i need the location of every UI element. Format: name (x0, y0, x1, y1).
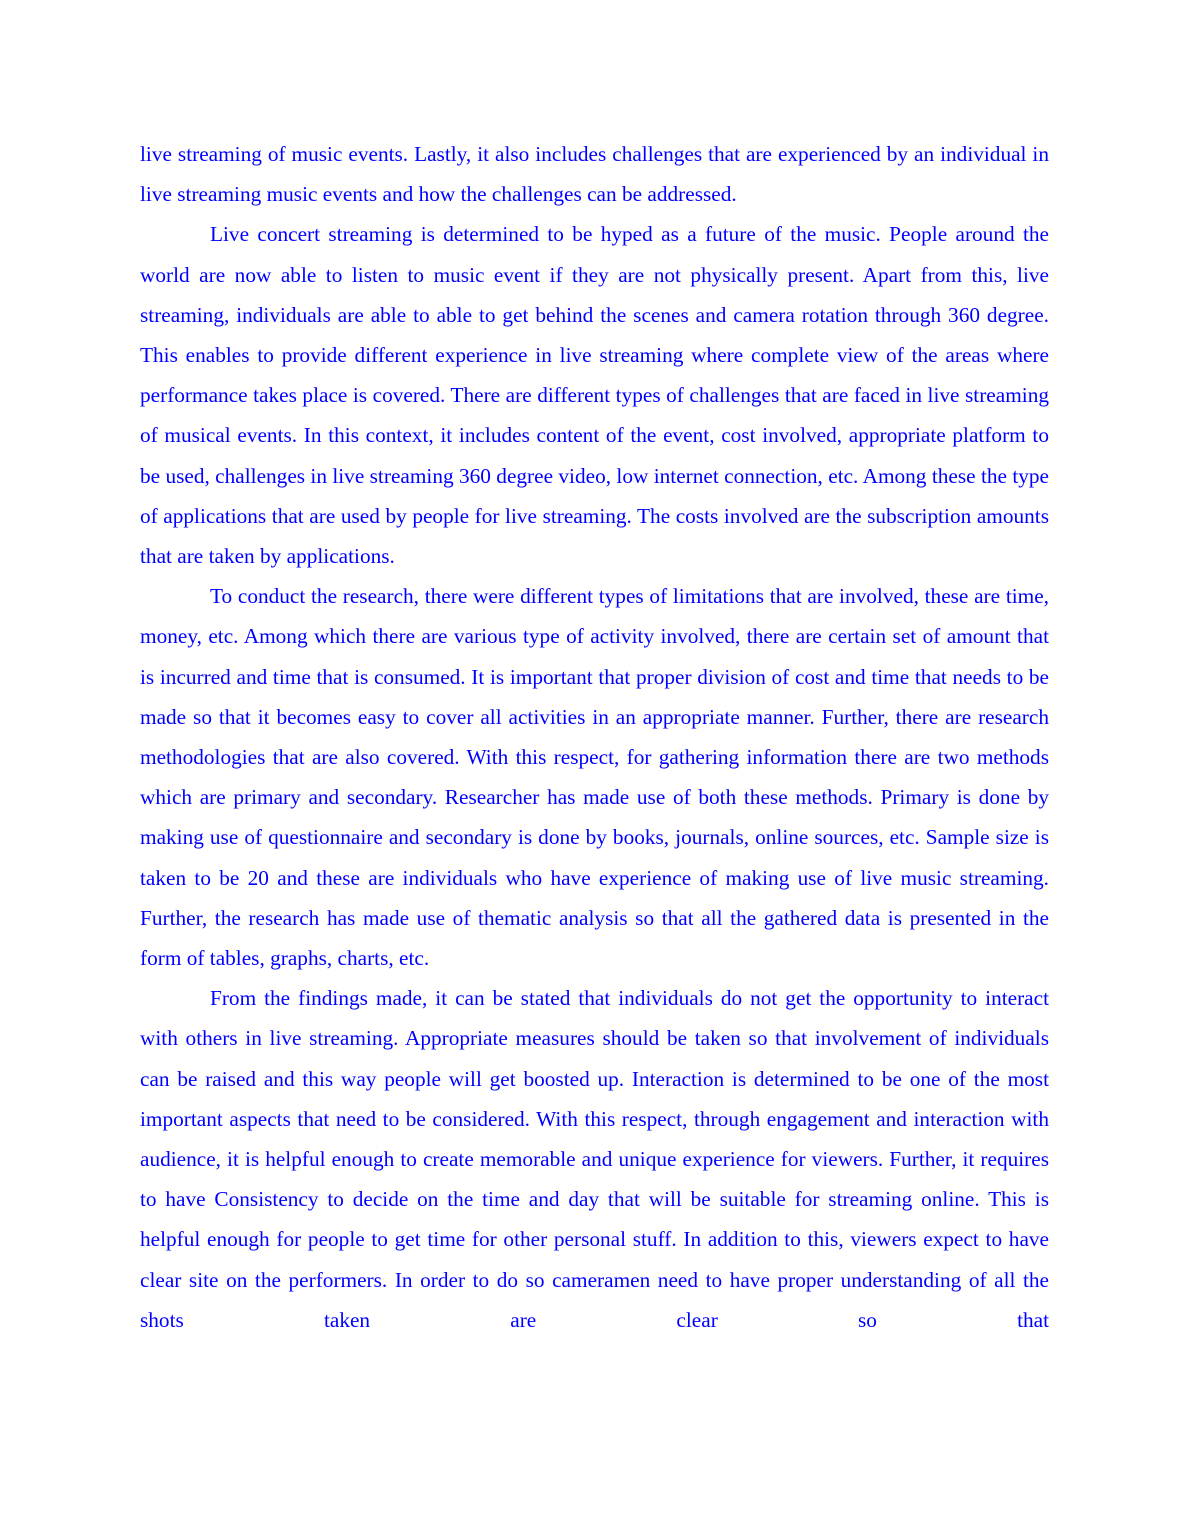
paragraph-findings: From the findings made, it can be stated that individuals do not get the opportunity to interact with others in live streaming. Appropriate measures should be taken so that involvement of individuals can be raised and this way people will get boosted up. Interaction is determined to be one of the most important aspects that need to be considered. With this respect, through engagement and interaction with audience, it is helpful enough to create memorable and unique experience for viewers. Further, it requires to have Consistency to decide on the time and day that will be suitable for streaming online. This is helpful enough for people to get time for other personal stuff. In addition to this, viewers expect to have clear site on the performers. In order to do so cameramen need to have proper understanding of all the shots taken are clear so that (140, 986, 1049, 1332)
paragraph-continuation: live streaming of music events. Lastly, it also includes challenges that are experienced by an individual in live streaming music events and how the challenges can be addressed. (140, 142, 1049, 207)
paragraph-research-limitations: To conduct the research, there were different types of limitations that are involved, these are time, money, etc. Among which there are various type of activity involved, there are certain set of amount that is incurred and time that is consumed. It is important that proper division of cost and time that needs to be made so that it becomes easy to cover all activities in an appropriate manner. Further, there are research methodologies that are also covered. With this respect, for gathering information there are two methods which are primary and secondary. Researcher has made use of both these methods. Primary is done by making use of questionnaire and secondary is done by books, journals, online sources, etc. Sample size is taken to be 20 and these are individuals who have experience of making use of live music streaming. Further, the research has made use of thematic analysis so that all the gathered data is presented in the form of tables, graphs, charts, etc. (140, 584, 1049, 971)
paragraph-live-concert-streaming: Live concert streaming is determined to be hyped as a future of the music. People around the world are now able to listen to music event if they are not physically present. Apart from this, live streaming, individuals are able to able to get behind the scenes and camera rotation through 360 degree. This enables to provide different experience in live streaming where complete view of the areas where performance takes place is covered. There are different types of challenges that are faced in live streaming of musical events. In this context, it includes content of the event, cost involved, appropriate platform to be used, challenges in live streaming 360 degree video, low internet connection, etc. Among these the type of applications that are used by people for live streaming. The costs involved are the subscription amounts that are taken by applications. (140, 222, 1049, 569)
body-text (140, 134, 1049, 1340)
